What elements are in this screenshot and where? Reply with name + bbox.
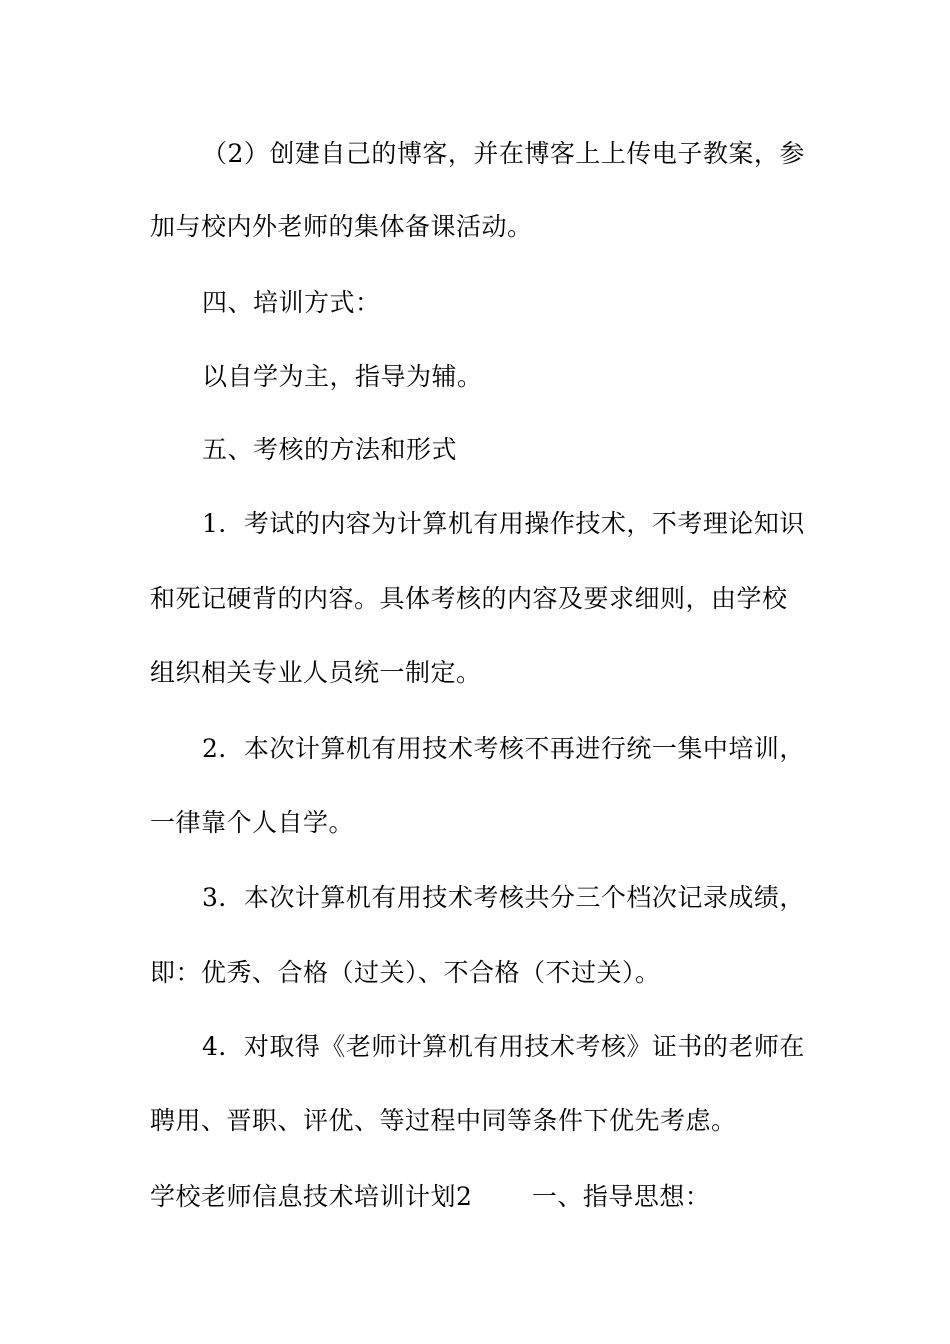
paragraph-line: 组织相关专业人员统一制定。: [150, 658, 482, 687]
paragraph-line: 1．考试的内容为计算机有用操作技术，不考理论知识: [202, 509, 805, 538]
paragraph-line: 即：优秀、合格（过关）、不合格（不过关）。: [150, 958, 661, 987]
document-title-line: 学校老师信息技术培训计划2 一、指导思想：: [150, 1182, 711, 1211]
paragraph-line: 3．本次计算机有用技术考核共分三个档次记录成绩，: [202, 883, 805, 912]
section-heading: 五、考核的方法和形式: [202, 435, 458, 464]
paragraph-line: 聘用、晋职、评优、等过程中同等条件下优先考虑。: [150, 1106, 737, 1135]
section-heading: 四、培训方式：: [202, 288, 381, 317]
paragraph-line: （2）创建自己的博客，并在博客上上传电子教案，参: [202, 139, 805, 168]
paragraph-line: 以自学为主，指导为辅。: [202, 362, 483, 391]
paragraph-line: 4．对取得《老师计算机有用技术考核》证书的老师在: [202, 1032, 805, 1061]
paragraph-line: 一律靠个人自学。: [150, 808, 355, 837]
paragraph-line: 加与校内外老师的集体备课活动。: [150, 212, 533, 241]
paragraph-line: 和死记硬背的内容。具体考核的内容及要求细则，由学校: [150, 584, 788, 613]
paragraph-line: 2．本次计算机有用技术考核不再进行统一集中培训，: [202, 734, 805, 763]
